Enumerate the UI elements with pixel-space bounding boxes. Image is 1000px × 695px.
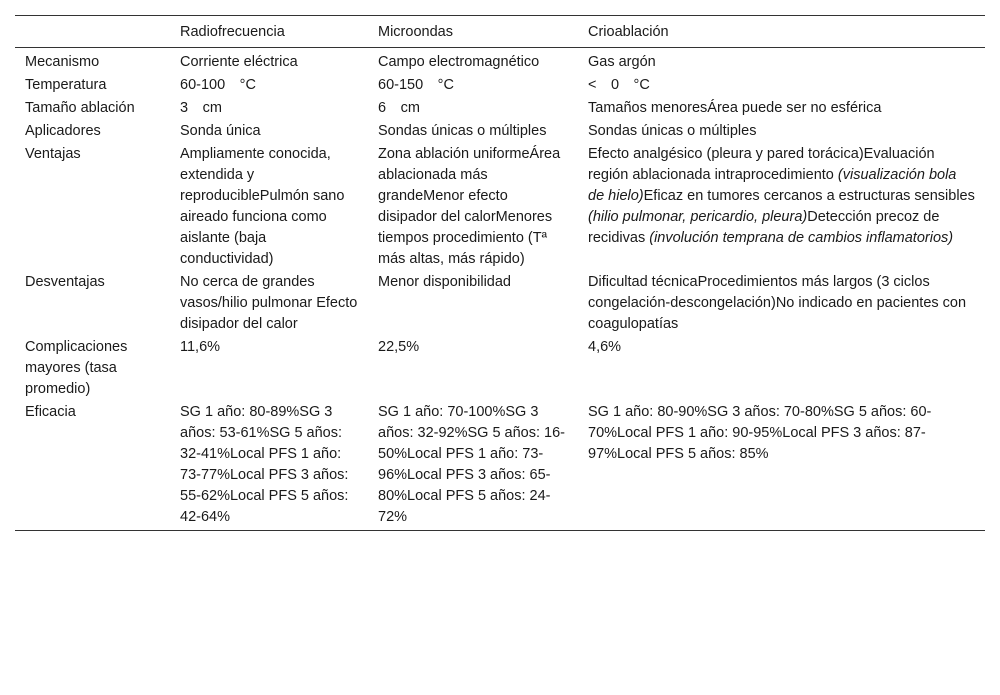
cell-text: Menor disponibilidad (378, 274, 511, 290)
cell-text: Corriente eléctrica (180, 54, 298, 70)
table-cell (368, 119, 578, 142)
table-cell (170, 335, 368, 400)
table-cell (368, 48, 578, 74)
row-label: Eficacia (25, 404, 76, 420)
table-cell (578, 400, 985, 531)
cell-text: Tamaños menoresÁrea puede ser no esférica (588, 100, 882, 116)
table-row (15, 48, 985, 74)
cell-text: Dificultad técnicaProcedimientos más largos (3 ciclos congelación-descongelación)No indicado en pacientes con coagulopatías (588, 274, 967, 332)
cell-text: Eficaz en tumores cercanos a estructuras sensibles (643, 188, 975, 204)
row-label: Aplicadores (25, 123, 101, 139)
cell-text: Sondas únicas o múltiples (588, 123, 757, 139)
header-cell-empty (15, 16, 170, 48)
row-label: Tamaño ablación (25, 100, 135, 116)
cell-text-italic: (visualización bola de hielo) (588, 167, 957, 204)
row-label: Temperatura (25, 77, 107, 93)
cell-text: Sonda única (180, 123, 261, 139)
table-cell (578, 270, 985, 335)
table-row (15, 400, 985, 531)
table-cell (170, 270, 368, 335)
row-label: Mecanismo (25, 54, 100, 70)
table-cell (368, 400, 578, 531)
table-cell (170, 96, 368, 119)
cell-text: Detección precoz de recidivas (588, 209, 940, 246)
cell-text: Efecto analgésico (pleura y pared torácica)Evaluación región ablacionada intraprocedimiento (588, 146, 935, 183)
cell-text-italic: (involución temprana de cambios inflamatorios) (649, 230, 954, 246)
table-cell (368, 96, 578, 119)
cell-text: Gas argón (588, 54, 656, 70)
table-row (15, 73, 985, 96)
header-cell-crioablacion: Crioablación (588, 23, 669, 40)
table-cell (368, 73, 578, 96)
header-cell-radiofrecuencia: Radiofrecuencia (180, 23, 285, 40)
table-cell (170, 142, 368, 270)
table-cell (170, 73, 368, 96)
table-header (15, 16, 985, 48)
cell-text: 11,6% (180, 339, 221, 355)
cell-text: SG 1 año: 80-89%SG 3 años: 53-61%SG 5 años: 32-41%Local PFS 1 año: 73-77%Local PFS 3 años: 55-62%Local PFS 5 años: 42-64% (180, 404, 349, 525)
table-row (15, 119, 985, 142)
table-cell (578, 73, 985, 96)
table-cell (578, 142, 985, 270)
table-cell (368, 335, 578, 400)
cell-text: 60-150 °C (378, 77, 454, 93)
cell-text: 6 cm (378, 100, 420, 116)
header-row (15, 16, 985, 48)
cell-text: SG 1 año: 80-90%SG 3 años: 70-80%SG 5 años: 60-70%Local PFS 1 año: 90-95%Local PFS 3 años: 87-97%Local PFS 5 años: 85% (588, 404, 932, 462)
table-row (15, 142, 985, 270)
cell-text: Campo electromagnético (378, 54, 540, 70)
table-cell (578, 335, 985, 400)
comparison-table (15, 15, 985, 531)
row-label: Ventajas (25, 146, 81, 162)
cell-text: 22,5% (378, 339, 420, 355)
table-cell (368, 142, 578, 270)
cell-text: SG 1 año: 70-100%SG 3 años: 32-92%SG 5 años: 16-50%Local PFS 1 año: 73-96%Local PFS 3 años: 65-80%Local PFS 5 años: 24-72% (378, 404, 566, 525)
cell-text: 4,6% (588, 339, 622, 355)
table-body (15, 48, 985, 531)
cell-text: No cerca de grandes vasos/hilio pulmonar Efecto disipador del calor (180, 274, 358, 332)
table-cell (368, 270, 578, 335)
row-label: Desventajas (25, 274, 105, 290)
table-cell (170, 48, 368, 74)
cell-text: Sondas únicas o múltiples (378, 123, 547, 139)
table-cell (578, 48, 985, 74)
row-label: Complicaciones mayores (tasa promedio) (25, 339, 128, 397)
table-row (15, 270, 985, 335)
cell-text: 3 cm (180, 100, 222, 116)
cell-text: 60-100 °C (180, 77, 256, 93)
table-cell (578, 96, 985, 119)
table-cell (170, 119, 368, 142)
cell-text: Zona ablación uniformeÁrea ablacionada más grandeMenor efecto disipador del calorMenores tiempos procedimiento (Tª más altas, más rápido) (378, 146, 561, 267)
table-cell (578, 119, 985, 142)
table-row (15, 335, 985, 400)
header-cell-microondas: Microondas (378, 23, 453, 40)
table-cell (170, 400, 368, 531)
cell-text: < 0 °C (588, 77, 650, 93)
cell-text-italic: (hilio pulmonar, pericardio, pleura) (588, 209, 808, 225)
cell-text: Ampliamente conocida, extendida y reproduciblePulmón sano aireado funciona como aislante (baja conductividad) (180, 146, 345, 267)
table-row (15, 96, 985, 119)
